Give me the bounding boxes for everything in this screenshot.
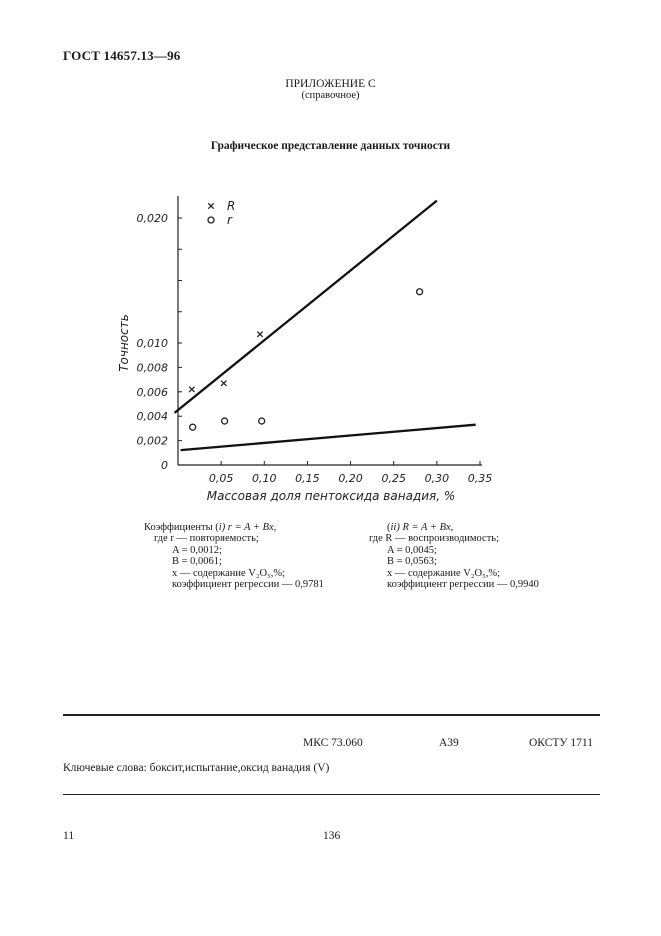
coef-left-roman: i [218,522,222,533]
coef-left-b: B = 0,0061; [172,556,222,568]
data-point-r [189,387,194,392]
left-number: 11 [63,830,75,842]
coef-left-prefix: Коэффициенты ( [144,522,219,533]
coef-right-b: B = 0,0563; [387,556,437,568]
coef-left-a: A = 0,0012; [172,544,222,556]
coef-right-roman: ii [390,522,397,533]
x-tick-label: 0,30 [424,472,450,485]
coef-left-where: где r — повторяемость; [154,533,259,545]
x-tick-label: 0,20 [338,472,363,485]
x-tick-label: 0,25 [381,472,406,485]
coef-right-a: A = 0,0045; [387,544,437,556]
coef-right-prefix: ( [387,522,391,533]
y-tick-label: 0 [161,459,168,472]
okstu-code: ОКСТУ 1711 [529,737,593,749]
coefficients-right [369,522,539,590]
appendix-title: ПРИЛОЖЕНИЕ С [285,78,376,90]
group-code: А39 [439,737,459,749]
legend-marker-r [208,217,214,223]
y-tick-label: 0,004 [136,410,168,424]
appendix-subtitle: (справочное) [301,90,360,101]
mks-code: МКС 73.060 [303,737,363,749]
coef-right-where: где R — воспроизводимость; [369,533,500,545]
y-tick-label: 0,006 [136,385,168,399]
coef-right-formula: ) R = A + Bx, [396,522,454,533]
coef-left-line1 [144,522,324,533]
legend-label-r: R [227,199,236,213]
figure-title: Графическое представление данных точности [210,140,451,152]
y-axis-label: Точность [117,314,131,372]
y-tick-label: 0,008 [136,361,168,375]
regression-line-r [175,201,437,413]
x-tick-label: 0,35 [467,472,493,485]
bottom-rule [63,794,600,795]
x-axis-label: Массовая доля пентоксида ванадия, % [206,489,456,503]
y-tick-label: 0,002 [136,434,168,448]
x-tick-label: 0,10 [252,472,277,485]
legend-marker-r [208,203,213,208]
coef-left-formula: ) r = A + Bx, [221,522,277,533]
x-tick-label: 0,15 [295,472,320,485]
coefficients-left [144,522,324,590]
standard-header: ГОСТ 14657.13—96 [63,48,181,63]
data-point-r [222,418,228,424]
coef-left-x: x — содержание V₂O₅,%; [172,567,286,579]
data-point-r [259,418,265,424]
y-tick-label: 0,020 [136,212,168,225]
data-point-r [257,332,262,337]
coef-right-line1 [369,522,539,533]
coef-right-regression: коэффициент регрессии — 0,9940 [387,579,539,591]
page-number: 136 [323,830,341,842]
data-point-r [417,289,423,295]
precision-chart [100,188,560,508]
x-tick-label: 0,05 [208,472,234,485]
regression-line-r [181,425,476,450]
top-rule [63,714,600,716]
coef-right-x: x — содержание V₂O₅,%; [387,567,501,579]
legend-label-r: r [227,213,232,227]
coef-left-regression: коэффициент регрессии — 0,9781 [172,579,324,591]
keywords: Ключевые слова: боксит,испытание,оксид ванадия (V) [63,762,330,774]
data-point-r [221,381,226,386]
y-tick-label: 0,010 [136,337,168,350]
data-point-r [190,424,196,430]
